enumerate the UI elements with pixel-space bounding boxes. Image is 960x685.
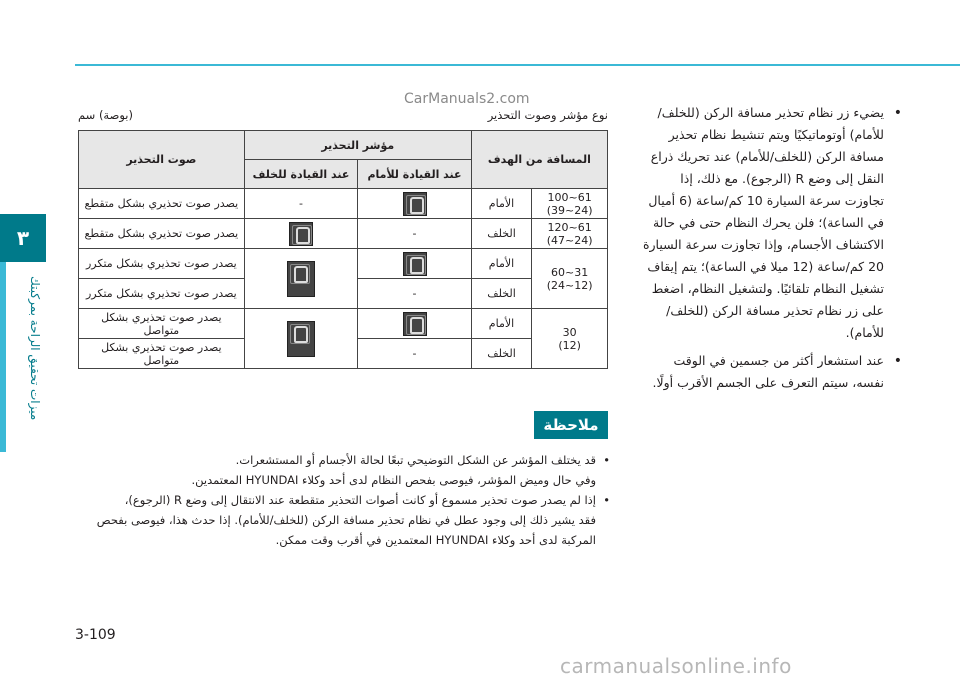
note-item: • قد يختلف المؤشر عن الشكل التوضيحي تبعًا لحالة الأجسام أو المستشعرات.: [78, 450, 610, 470]
page-number: 3-109: [75, 627, 116, 643]
header-distance: المسافة من الهدف: [471, 131, 607, 189]
reverse-cell: [244, 249, 358, 309]
distance-cell: 31~60 (12~24): [532, 249, 608, 309]
table-row: [79, 219, 608, 249]
forward-cell: [358, 189, 472, 219]
direction-cell: الأمام: [471, 249, 531, 279]
header-sound: صوت التحذير: [79, 131, 245, 189]
sound-cell: يصدر صوت تحذيري بشكل متقطع: [79, 189, 245, 219]
front-sensor-icon: [403, 252, 427, 276]
chapter-strip: [0, 262, 6, 452]
chapter-title: ميزات تحقيق الراحة بمركبتك: [28, 275, 42, 420]
reverse-cell: [244, 309, 358, 369]
distance-cell: 61~120 (24~47): [532, 219, 608, 249]
note-item: • إذا لم يصدر صوت تحذير مسموع أو كانت أصوات التحذير متقطعة عند الانتقال إلى وضع R (الرجوع)،: [78, 490, 610, 510]
rear-sensor-icon: [289, 222, 313, 246]
reverse-cell: -: [244, 189, 358, 219]
distance-cell: 30 (12): [532, 309, 608, 369]
sound-cell: يصدر صوت تحذيري بشكل متكرر: [79, 279, 245, 309]
warning-table: [78, 130, 608, 369]
header-indicator: مؤشر التحذير: [244, 131, 471, 160]
direction-cell: الخلف: [471, 279, 531, 309]
right-paragraph: • عند استشعار أكثر من جسمين في الوقت نفسه، سيتم التعرف على الجسم الأقرب أولًا.: [640, 350, 902, 394]
sound-cell: يصدر صوت تحذيري بشكل متقطع: [79, 219, 245, 249]
front-sensor-icon: [403, 192, 427, 216]
note-item: وفي حال وميض المؤشر، فيوصى بفحص النظام لدى أحد وكلاء HYUNDAI المعتمدين.: [191, 473, 596, 487]
forward-cell: [358, 309, 472, 339]
forward-cell: -: [358, 339, 472, 369]
sound-cell: يصدر صوت تحذيري بشكل متكرر: [79, 249, 245, 279]
table-title: نوع مؤشر وصوت التحذير: [487, 108, 608, 122]
note-heading: ملاحظة: [534, 411, 608, 439]
distance-cell: 61~100 (24~39): [532, 189, 608, 219]
table-caption: [78, 108, 608, 122]
watermark-top[interactable]: CarManuals2.com: [404, 91, 530, 107]
notes: [78, 450, 610, 550]
header-rule: [75, 64, 960, 66]
right-column: [640, 102, 902, 400]
forward-cell: -: [358, 279, 472, 309]
direction-cell: الأمام: [471, 189, 531, 219]
forward-cell: -: [358, 219, 472, 249]
direction-cell: الأمام: [471, 309, 531, 339]
table-row: [79, 189, 608, 219]
direction-cell: الخلف: [471, 219, 531, 249]
rear-sensor-icon: [287, 321, 315, 357]
table-row: [79, 309, 608, 339]
table-row: [79, 249, 608, 279]
front-rear-sensor-icon: [287, 261, 315, 297]
chapter-number: ٣: [16, 226, 30, 250]
header-forward: عند القيادة للأمام: [358, 160, 472, 189]
sound-cell: يصدر صوت تحذيري بشكل متواصل: [79, 339, 245, 369]
chapter-tab: [0, 214, 46, 262]
reverse-cell: [244, 219, 358, 249]
header-reverse: عند القيادة للخلف: [244, 160, 358, 189]
front-sensor-icon: [403, 312, 427, 336]
forward-cell: [358, 249, 472, 279]
sound-cell: يصدر صوت تحذيري بشكل متواصل: [79, 309, 245, 339]
watermark-bottom[interactable]: carmanualsonline.info: [560, 654, 792, 678]
direction-cell: الخلف: [471, 339, 531, 369]
table-unit: (بوصة) سم: [78, 108, 133, 122]
note-item: فقد يشير ذلك إلى وجود عطل في نظام تحذير مسافة الركن (للخلف/للأمام). إذا حدث هذا، فيوصى بفحص: [96, 513, 596, 527]
right-paragraph: • يضيء زر نظام تحذير مسافة الركن (للخلف/ للأمام) أوتوماتيكيًا ويتم تنشيط نظام تحذير مسافة الركن (للخلف/للأمام) عند تحريك ذراع النقل إلى وضع R (الرجوع). مع ذلك، إذا تجاوزت سرعة السيارة 10 كم/ساعة (6 أميال في الساعة)؛ فلن يحرك النظام حتى في حالة الاكتشاف الأجسام، وإذا تجاوزت سرعة السيارة 20 كم/ساعة (12 ميلا في الساعة)؛ يتم إيقاف تشغيل النظام تلقائيًا. ولتشغيل النظام، اضغط على زر نظام تحذير مسافة الركن (للخلف/للأمام).: [640, 102, 902, 344]
note-item: المركبة لدى أحد وكلاء HYUNDAI المعتمدين في أقرب وقت ممكن.: [275, 533, 596, 547]
